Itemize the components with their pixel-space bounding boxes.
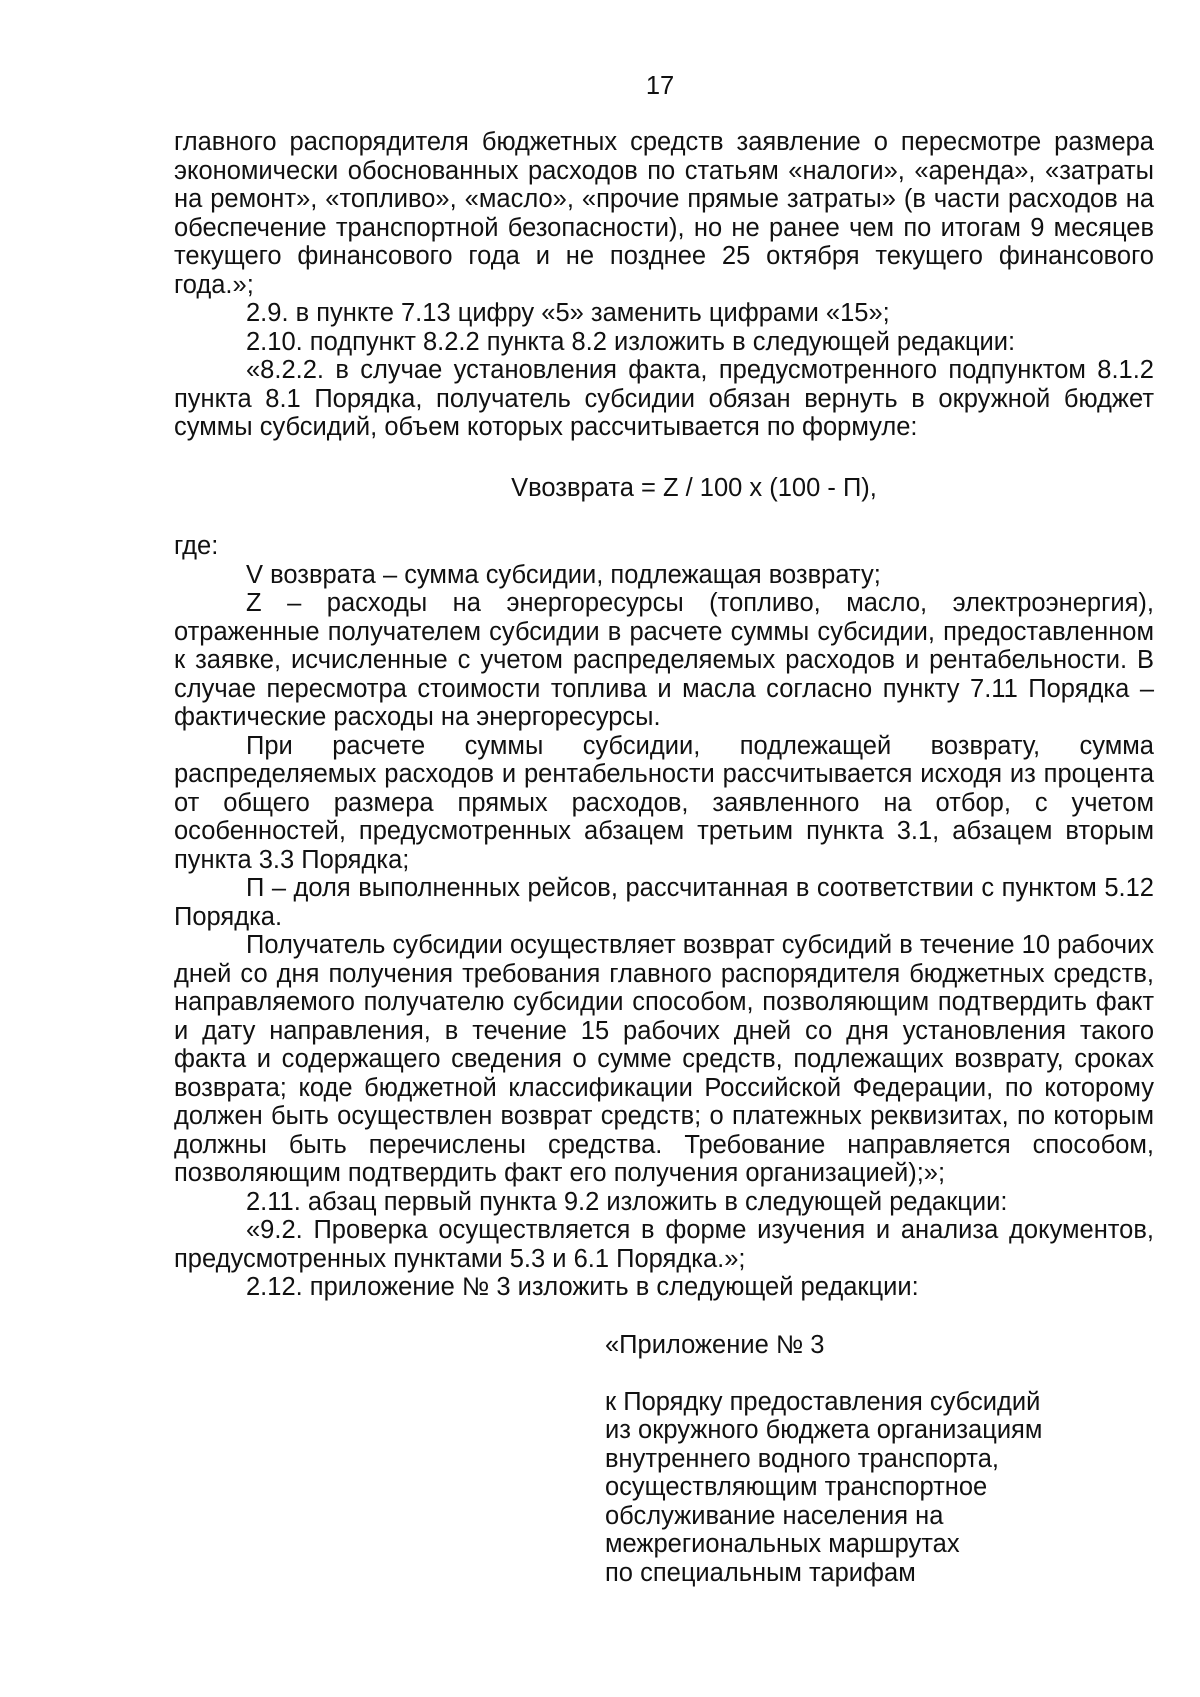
paragraph-2-9: 2.9. в пункте 7.13 цифру «5» заменить цифрами «15»; [246,299,890,327]
paragraph-calculation: При расчете суммы субсидии, подлежащей возврату, сумма распределяемых расходов и рентабельности рассчитывается исходя из процента от общего размера прямых расходов, заявленного на отбор, с учетом особенностей, предусмотренных абзацем третьим пункта 3.1, абзацем вторым пункта 3.3 Порядка; [174,731,1154,874]
appendix-line: по специальным тарифам [605,1558,916,1587]
appendix-block [605,1331,1125,1587]
page-number: 17 [645,72,675,100]
definition-v: V возврата – сумма субсидии, подлежащая возврату; [246,560,881,589]
appendix-line: из окружного бюджета организациям [605,1416,1043,1444]
paragraph-2-10: 2.10. подпункт 8.2.2 пункта 8.2 изложить в следующей редакции: [246,327,1016,356]
paragraph-8-2-2: «8.2.2. в случае установления факта, предусмотренного подпунктом 8.1.2 пункта 8.1 Порядка, получатель субсидии обязан вернуть в окружной бюджет суммы субсидий, объем которых рассчитывается по формуле: [174,356,1154,441]
appendix-title: «Приложение № 3 [605,1331,825,1359]
paragraph-2-11: 2.11. абзац первый пункта 9.2 изложить в следующей редакции: [246,1187,1008,1216]
appendix-line: к Порядку предоставления субсидий [605,1387,1041,1416]
paragraph-continuation: главного распорядителя бюджетных средств заявление о пересмотре размера экономически обоснованных расходов по статьям «налоги», «аренда», «затраты на ремонт», «топливо», «масло», «прочие прямые затраты» (в части расходов на обеспечение транспортной безопасности), но не ранее чем по итогам 9 месяцев текущего финансового года и не позднее 25 октября текущего финансового года.»; [174,128,1154,299]
paragraph-2-12: 2.12. приложение № 3 изложить в следующей редакции: [246,1273,919,1301]
appendix-line: обслуживание населения на [605,1501,944,1530]
paragraph-refund: Получатель субсидии осуществляет возврат субсидий в течение 10 рабочих дней со дня получения требования главного распорядителя бюджетных средств, направляемого получателю субсидии способом, позволяющим подтвердить факт и дату направления, в течение 15 рабочих дней со дня установления такого факта и содержащего сведения о сумме средств, подлежащих возврату, сроках возврата; коде бюджетной классификации Российской Федерации, по которому должен быть осуществлен возврат средств; о платежных реквизитах, по которым должны быть перечислены средства. Требование направляется способом, позволяющим подтвердить факт его получения организацией);»; [174,931,1155,1187]
formula: Vвозврата = Z / 100 x (100 - П), [511,473,877,502]
document-body [174,128,1154,1302]
appendix-line: осуществляющим транспортное [605,1473,988,1501]
definition-z: Z – расходы на энергоресурсы (топливо, масло, электроэнергия), отраженные получателем субсидии в расчете суммы субсидии, предоставленном к заявке, исчисленные с учетом распределяемых расходов и рентабельности. В случае пересмотра стоимости топлива и масла согласно пункту 7.11 Порядка – фактические расходы на энергоресурсы. [174,589,1154,731]
appendix-line: межрегиональных маршрутах [605,1530,960,1558]
where-label: где: [174,532,219,560]
paragraph-9-2: «9.2. Проверка осуществляется в форме изучения и анализа документов, предусмотренных пунктами 5.3 и 6.1 Порядка.»; [174,1216,1154,1273]
definition-p: П – доля выполненных рейсов, рассчитанная в соответствии с пунктом 5.12 Порядка. [174,874,1154,931]
appendix-line: внутреннего водного транспорта, [605,1444,999,1473]
